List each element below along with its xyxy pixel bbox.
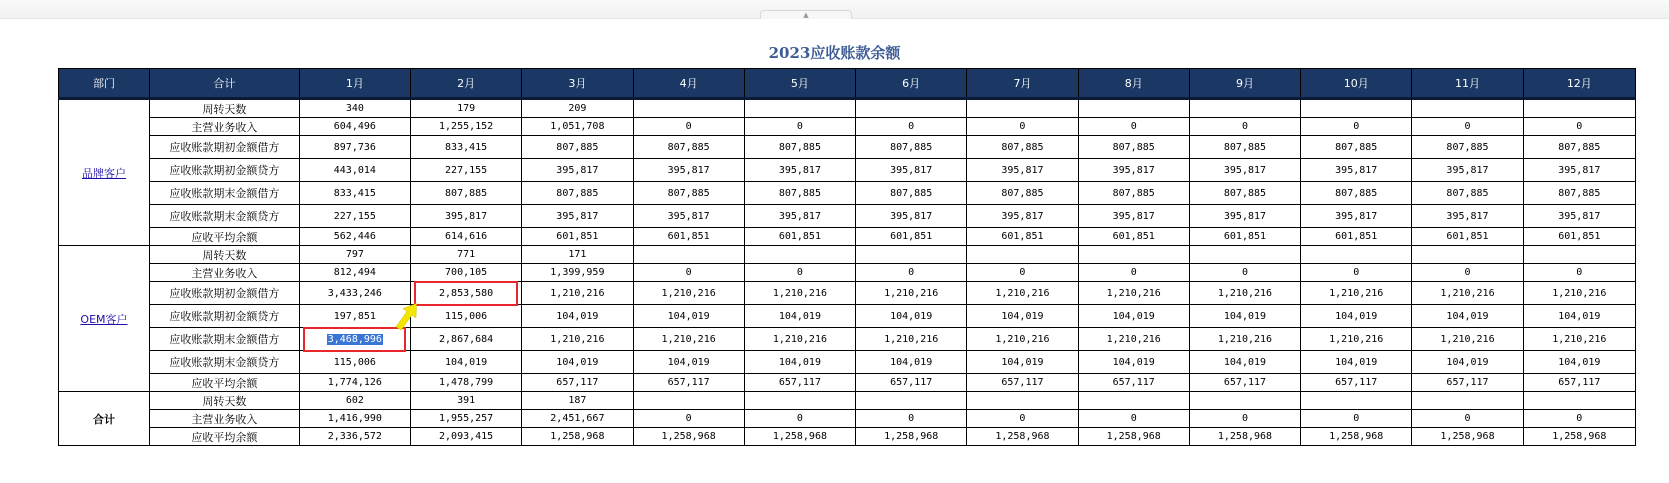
value-cell[interactable]: 0 xyxy=(1523,264,1635,282)
table-row xyxy=(59,282,1636,305)
header-row xyxy=(59,69,1636,99)
value-cell[interactable]: 807,885 xyxy=(522,182,633,205)
value-cell[interactable] xyxy=(744,246,855,264)
value-cell[interactable]: 833,415 xyxy=(299,182,410,205)
value-cell[interactable]: 0 xyxy=(633,410,744,428)
value-cell[interactable]: 1,210,216 xyxy=(967,328,1078,351)
value-cell[interactable]: 897,736 xyxy=(299,136,410,159)
value-cell[interactable]: 1,258,968 xyxy=(1078,428,1189,446)
table-row xyxy=(59,305,1636,328)
value-cell[interactable]: 209 xyxy=(522,99,633,118)
value-cell[interactable]: 104,019 xyxy=(1523,305,1635,328)
collapse-handle[interactable]: ▲ xyxy=(760,10,852,19)
value-cell[interactable]: 807,885 xyxy=(522,136,633,159)
value-cell[interactable]: 601,851 xyxy=(1523,228,1635,246)
value-cell[interactable]: 171 xyxy=(522,246,633,264)
row-label: 主营业务收入 xyxy=(149,264,299,282)
value-cell[interactable]: 104,019 xyxy=(1412,305,1523,328)
value-cell[interactable]: 807,885 xyxy=(410,182,521,205)
column-header-1: 合计 xyxy=(149,69,299,99)
value-cell[interactable]: 1,210,216 xyxy=(744,282,855,305)
value-cell[interactable]: 601,851 xyxy=(856,228,967,246)
value-cell[interactable]: 395,817 xyxy=(1189,205,1300,228)
column-header-7: 6月 xyxy=(856,69,967,99)
column-header-6: 5月 xyxy=(744,69,855,99)
row-label: 应收账款期末金额借方 xyxy=(149,182,299,205)
row-label: 主营业务收入 xyxy=(149,410,299,428)
value-cell[interactable]: 601,851 xyxy=(1078,228,1189,246)
value-cell[interactable]: 1,051,708 xyxy=(522,118,633,136)
value-cell[interactable]: 1,210,216 xyxy=(856,328,967,351)
value-cell[interactable]: 604,496 xyxy=(299,118,410,136)
value-cell[interactable]: 807,885 xyxy=(1189,182,1300,205)
column-header-3: 2月 xyxy=(410,69,521,99)
value-cell[interactable]: 104,019 xyxy=(967,351,1078,374)
top-toolbar xyxy=(0,0,1669,19)
value-cell[interactable]: 807,885 xyxy=(1523,182,1635,205)
value-cell[interactable]: 227,155 xyxy=(410,159,521,182)
value-cell[interactable]: 1,210,216 xyxy=(1523,328,1635,351)
row-label: 周转天数 xyxy=(149,246,299,264)
value-cell[interactable]: 395,817 xyxy=(633,205,744,228)
value-cell[interactable]: 395,817 xyxy=(967,159,1078,182)
value-cell[interactable]: 1,258,968 xyxy=(1523,428,1635,446)
dept-cell: 合计 xyxy=(59,392,150,446)
value-cell[interactable]: 657,117 xyxy=(1301,374,1412,392)
table-row xyxy=(59,374,1636,392)
value-cell[interactable]: 1,210,216 xyxy=(1412,328,1523,351)
table-row xyxy=(59,351,1636,374)
column-header-5: 4月 xyxy=(633,69,744,99)
value-cell[interactable] xyxy=(744,99,855,118)
row-label: 主营业务收入 xyxy=(149,118,299,136)
value-cell[interactable]: 807,885 xyxy=(633,182,744,205)
value-cell[interactable]: 104,019 xyxy=(1189,305,1300,328)
value-cell[interactable]: 104,019 xyxy=(1189,351,1300,374)
row-label: 应收账款期末金额贷方 xyxy=(149,205,299,228)
value-cell[interactable]: 0 xyxy=(633,264,744,282)
column-header-13: 12月 xyxy=(1523,69,1635,99)
value-cell[interactable]: 395,817 xyxy=(1078,159,1189,182)
value-cell[interactable]: 395,817 xyxy=(967,205,1078,228)
receivables-table xyxy=(58,68,1636,446)
value-cell[interactable] xyxy=(633,246,744,264)
value-cell[interactable]: 1,478,799 xyxy=(410,374,521,392)
value-cell[interactable]: 601,851 xyxy=(1301,228,1412,246)
value-cell[interactable]: 104,019 xyxy=(522,351,633,374)
value-cell[interactable]: 601,851 xyxy=(633,228,744,246)
dept-cell[interactable] xyxy=(59,99,150,246)
value-cell[interactable]: 0 xyxy=(856,118,967,136)
value-cell[interactable]: 807,885 xyxy=(744,136,855,159)
value-cell[interactable]: 657,117 xyxy=(633,374,744,392)
value-cell[interactable]: 807,885 xyxy=(856,182,967,205)
value-cell[interactable]: 1,399,959 xyxy=(522,264,633,282)
value-cell[interactable] xyxy=(1189,99,1300,118)
value-cell[interactable]: 657,117 xyxy=(522,374,633,392)
value-cell[interactable]: 395,817 xyxy=(1301,205,1412,228)
value-cell[interactable]: 395,817 xyxy=(633,159,744,182)
column-header-8: 7月 xyxy=(967,69,1078,99)
table-row xyxy=(59,392,1636,410)
value-cell[interactable]: 0 xyxy=(744,264,855,282)
value-cell[interactable]: 115,006 xyxy=(410,305,521,328)
value-cell[interactable]: 0 xyxy=(967,118,1078,136)
value-cell[interactable]: 0 xyxy=(1523,118,1635,136)
value-cell[interactable]: 1,774,126 xyxy=(299,374,410,392)
value-cell[interactable]: 395,817 xyxy=(856,205,967,228)
value-cell[interactable]: 2,336,572 xyxy=(299,428,410,446)
value-cell[interactable]: 0 xyxy=(856,410,967,428)
value-cell[interactable]: 227,155 xyxy=(299,205,410,228)
value-cell[interactable]: 601,851 xyxy=(744,228,855,246)
row-label: 应收账款期初金额借方 xyxy=(149,282,299,305)
value-cell[interactable]: 395,817 xyxy=(744,159,855,182)
value-cell[interactable]: 0 xyxy=(1189,264,1300,282)
value-cell[interactable]: 2,867,684 xyxy=(410,328,521,351)
row-label: 应收平均余额 xyxy=(149,428,299,446)
value-cell[interactable]: 395,817 xyxy=(1301,159,1412,182)
value-cell[interactable]: 807,885 xyxy=(1412,182,1523,205)
value-cell[interactable]: 807,885 xyxy=(1078,136,1189,159)
value-cell[interactable]: 1,258,968 xyxy=(744,428,855,446)
column-header-12: 11月 xyxy=(1412,69,1523,99)
value-cell[interactable]: 104,019 xyxy=(1078,305,1189,328)
value-cell[interactable]: 807,885 xyxy=(967,182,1078,205)
value-cell[interactable]: 1,258,968 xyxy=(1301,428,1412,446)
value-cell[interactable]: 807,885 xyxy=(856,136,967,159)
row-label: 应收账款期初金额借方 xyxy=(149,136,299,159)
value-cell[interactable]: 395,817 xyxy=(522,205,633,228)
value-cell[interactable]: 0 xyxy=(1301,118,1412,136)
value-cell[interactable]: 1,258,968 xyxy=(967,428,1078,446)
row-label: 应收账款期初金额贷方 xyxy=(149,159,299,182)
value-cell[interactable]: 391 xyxy=(410,392,521,410)
value-cell[interactable]: 104,019 xyxy=(1301,351,1412,374)
value-cell[interactable]: 657,117 xyxy=(1189,374,1300,392)
value-cell[interactable]: 1,258,968 xyxy=(633,428,744,446)
value-cell[interactable]: 601,851 xyxy=(522,228,633,246)
value-cell[interactable] xyxy=(1189,246,1300,264)
value-cell[interactable]: 443,014 xyxy=(299,159,410,182)
value-cell[interactable]: 1,210,216 xyxy=(744,328,855,351)
column-header-2: 1月 xyxy=(299,69,410,99)
value-cell[interactable]: 104,019 xyxy=(1301,305,1412,328)
value-cell[interactable]: 657,117 xyxy=(1523,374,1635,392)
value-cell[interactable]: 104,019 xyxy=(1078,351,1189,374)
value-cell[interactable]: 700,105 xyxy=(410,264,521,282)
value-cell[interactable] xyxy=(856,99,967,118)
column-header-9: 8月 xyxy=(1078,69,1189,99)
value-cell[interactable]: 807,885 xyxy=(1412,136,1523,159)
value-cell[interactable]: 2,853,580 xyxy=(410,282,521,305)
value-cell[interactable]: 807,885 xyxy=(967,136,1078,159)
value-cell[interactable]: 0 xyxy=(1078,410,1189,428)
dept-cell[interactable] xyxy=(59,246,150,392)
value-cell[interactable]: 1,258,968 xyxy=(1189,428,1300,446)
value-cell[interactable]: 807,885 xyxy=(744,182,855,205)
value-cell[interactable]: 657,117 xyxy=(856,374,967,392)
value-cell[interactable]: 1,210,216 xyxy=(633,328,744,351)
value-cell[interactable]: 1,210,216 xyxy=(967,282,1078,305)
column-header-4: 3月 xyxy=(522,69,633,99)
value-cell[interactable]: 2,093,415 xyxy=(410,428,521,446)
value-cell[interactable] xyxy=(1412,246,1523,264)
selected-value[interactable]: 3,468,996 xyxy=(327,333,382,345)
value-cell[interactable] xyxy=(1523,392,1635,410)
table-row xyxy=(59,182,1636,205)
value-cell[interactable]: 187 xyxy=(522,392,633,410)
value-cell[interactable]: 1,955,257 xyxy=(410,410,521,428)
value-cell[interactable]: 395,817 xyxy=(856,159,967,182)
value-cell[interactable]: 104,019 xyxy=(1412,351,1523,374)
dept-link[interactable]: 品牌客户 xyxy=(81,166,126,180)
value-cell[interactable] xyxy=(1301,99,1412,118)
value-cell[interactable]: 1,210,216 xyxy=(1189,282,1300,305)
value-cell[interactable]: 807,885 xyxy=(1301,136,1412,159)
value-cell[interactable]: 833,415 xyxy=(410,136,521,159)
table-row xyxy=(59,99,1636,118)
value-cell[interactable] xyxy=(633,99,744,118)
value-cell[interactable]: 115,006 xyxy=(299,351,410,374)
value-cell[interactable]: 601,851 xyxy=(967,228,1078,246)
value-cell[interactable]: 0 xyxy=(1412,264,1523,282)
table-row xyxy=(59,228,1636,246)
value-cell[interactable]: 602 xyxy=(299,392,410,410)
value-cell[interactable]: 104,019 xyxy=(410,351,521,374)
value-cell[interactable]: 197,851 xyxy=(299,305,410,328)
value-cell[interactable] xyxy=(1412,392,1523,410)
table-row xyxy=(59,118,1636,136)
row-label: 应收账款期末金额贷方 xyxy=(149,351,299,374)
value-cell[interactable]: 179 xyxy=(410,99,521,118)
table-row xyxy=(59,136,1636,159)
value-cell[interactable]: 104,019 xyxy=(856,305,967,328)
value-cell[interactable]: 1,210,216 xyxy=(1301,282,1412,305)
table-row xyxy=(59,428,1636,446)
value-cell[interactable]: 395,817 xyxy=(1523,205,1635,228)
value-cell[interactable] xyxy=(744,392,855,410)
value-cell[interactable]: 657,117 xyxy=(1412,374,1523,392)
value-cell[interactable]: 807,885 xyxy=(1189,136,1300,159)
value-cell[interactable]: 657,117 xyxy=(1078,374,1189,392)
value-cell[interactable]: 0 xyxy=(1412,118,1523,136)
value-cell[interactable]: 0 xyxy=(744,118,855,136)
value-cell[interactable] xyxy=(967,99,1078,118)
value-cell[interactable] xyxy=(299,328,410,351)
value-cell[interactable]: 104,019 xyxy=(744,305,855,328)
value-cell[interactable]: 340 xyxy=(299,99,410,118)
value-cell[interactable]: 1,210,216 xyxy=(1412,282,1523,305)
value-cell[interactable]: 807,885 xyxy=(1078,182,1189,205)
value-cell[interactable]: 1,258,968 xyxy=(1412,428,1523,446)
value-cell[interactable]: 1,210,216 xyxy=(633,282,744,305)
value-cell[interactable]: 0 xyxy=(1301,264,1412,282)
value-cell[interactable]: 395,817 xyxy=(522,159,633,182)
value-cell[interactable]: 1,210,216 xyxy=(522,282,633,305)
report-title: 2023应收账款余额 xyxy=(768,44,901,62)
value-cell[interactable]: 601,851 xyxy=(1189,228,1300,246)
value-cell[interactable]: 104,019 xyxy=(522,305,633,328)
value-cell[interactable]: 771 xyxy=(410,246,521,264)
value-cell[interactable]: 395,817 xyxy=(1189,159,1300,182)
value-cell[interactable]: 1,255,152 xyxy=(410,118,521,136)
value-cell[interactable] xyxy=(967,246,1078,264)
value-cell[interactable]: 1,210,216 xyxy=(1078,328,1189,351)
row-label: 周转天数 xyxy=(149,99,299,118)
value-cell[interactable]: 3,433,246 xyxy=(299,282,410,305)
value-cell[interactable]: 807,885 xyxy=(1301,182,1412,205)
value-cell[interactable]: 1,210,216 xyxy=(856,282,967,305)
value-cell[interactable]: 1,210,216 xyxy=(522,328,633,351)
table-row xyxy=(59,205,1636,228)
value-cell[interactable]: 0 xyxy=(1412,410,1523,428)
value-cell[interactable]: 601,851 xyxy=(1412,228,1523,246)
value-cell[interactable]: 614,616 xyxy=(410,228,521,246)
column-header-11: 10月 xyxy=(1301,69,1412,99)
row-label: 应收平均余额 xyxy=(149,374,299,392)
value-cell[interactable]: 657,117 xyxy=(744,374,855,392)
value-cell[interactable]: 0 xyxy=(1078,118,1189,136)
value-cell[interactable] xyxy=(967,392,1078,410)
column-header-10: 9月 xyxy=(1189,69,1300,99)
row-label: 应收账款期末金额借方 xyxy=(149,328,299,351)
value-cell[interactable]: 0 xyxy=(1523,410,1635,428)
value-cell[interactable]: 1,416,990 xyxy=(299,410,410,428)
value-cell[interactable]: 1,210,216 xyxy=(1189,328,1300,351)
value-cell[interactable] xyxy=(1078,99,1189,118)
value-cell[interactable]: 395,817 xyxy=(1078,205,1189,228)
value-cell[interactable]: 1,210,216 xyxy=(1078,282,1189,305)
value-cell[interactable] xyxy=(1412,99,1523,118)
value-cell[interactable]: 104,019 xyxy=(633,305,744,328)
value-cell[interactable] xyxy=(856,392,967,410)
column-header-0: 部门 xyxy=(59,69,150,99)
value-cell[interactable]: 657,117 xyxy=(967,374,1078,392)
value-cell[interactable] xyxy=(1523,246,1635,264)
value-cell[interactable]: 1,258,968 xyxy=(856,428,967,446)
value-cell[interactable] xyxy=(1301,246,1412,264)
value-cell[interactable]: 104,019 xyxy=(633,351,744,374)
value-cell[interactable]: 0 xyxy=(1301,410,1412,428)
value-cell[interactable]: 807,885 xyxy=(633,136,744,159)
value-cell[interactable]: 0 xyxy=(967,410,1078,428)
row-label: 应收账款期初金额贷方 xyxy=(149,305,299,328)
value-cell[interactable]: 104,019 xyxy=(1523,351,1635,374)
value-cell[interactable] xyxy=(1078,392,1189,410)
value-cell[interactable] xyxy=(1189,392,1300,410)
value-cell[interactable]: 1,210,216 xyxy=(1523,282,1635,305)
table-row xyxy=(59,328,1636,351)
row-label: 周转天数 xyxy=(149,392,299,410)
value-cell[interactable]: 0 xyxy=(1078,264,1189,282)
value-cell[interactable]: 104,019 xyxy=(856,351,967,374)
value-cell[interactable]: 812,494 xyxy=(299,264,410,282)
value-cell[interactable] xyxy=(1078,246,1189,264)
value-cell[interactable]: 807,885 xyxy=(1523,136,1635,159)
table-row xyxy=(59,410,1636,428)
value-cell[interactable]: 0 xyxy=(967,264,1078,282)
value-cell[interactable]: 1,210,216 xyxy=(1301,328,1412,351)
value-cell[interactable] xyxy=(1301,392,1412,410)
value-cell[interactable]: 104,019 xyxy=(967,305,1078,328)
dept-link[interactable]: OEM客户 xyxy=(80,312,128,326)
value-cell[interactable]: 395,817 xyxy=(1412,159,1523,182)
value-cell[interactable]: 395,817 xyxy=(1412,205,1523,228)
value-cell[interactable]: 0 xyxy=(1189,118,1300,136)
value-cell[interactable]: 1,258,968 xyxy=(522,428,633,446)
table-row xyxy=(59,264,1636,282)
value-cell[interactable]: 0 xyxy=(633,118,744,136)
value-cell[interactable]: 0 xyxy=(1189,410,1300,428)
value-cell[interactable] xyxy=(633,392,744,410)
table-row xyxy=(59,246,1636,264)
value-cell[interactable]: 395,817 xyxy=(744,205,855,228)
value-cell[interactable]: 797 xyxy=(299,246,410,264)
value-cell[interactable]: 2,451,667 xyxy=(522,410,633,428)
row-label: 应收平均余额 xyxy=(149,228,299,246)
value-cell[interactable]: 104,019 xyxy=(744,351,855,374)
value-cell[interactable] xyxy=(1523,99,1635,118)
value-cell[interactable]: 0 xyxy=(856,264,967,282)
value-cell[interactable]: 395,817 xyxy=(410,205,521,228)
value-cell[interactable]: 395,817 xyxy=(1523,159,1635,182)
table-row xyxy=(59,159,1636,182)
value-cell[interactable]: 562,446 xyxy=(299,228,410,246)
value-cell[interactable] xyxy=(856,246,967,264)
value-cell[interactable]: 0 xyxy=(744,410,855,428)
